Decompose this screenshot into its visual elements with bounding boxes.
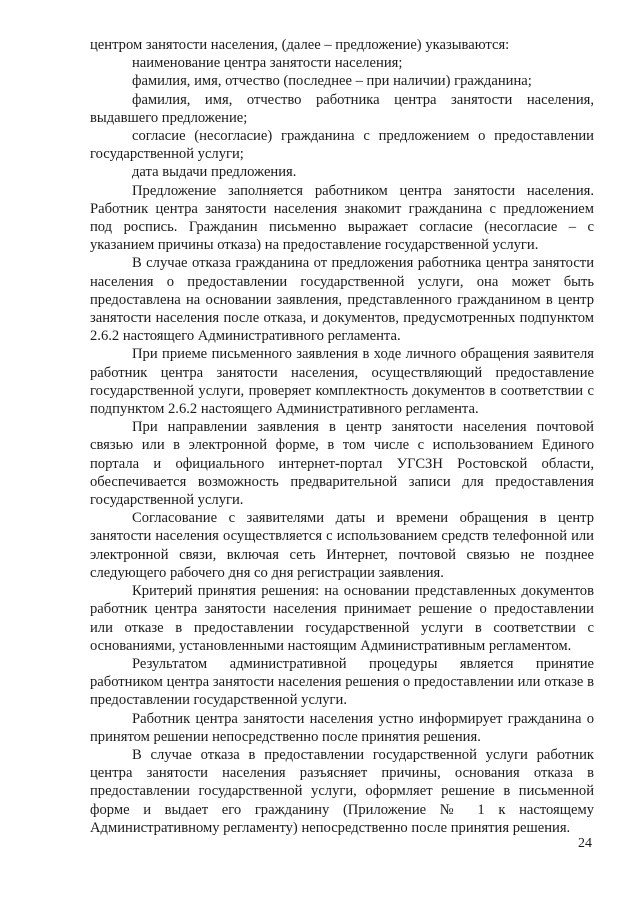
list-item-center-name: наименование центра занятости населения; (132, 55, 403, 72)
page-number: 24 (578, 836, 592, 851)
paragraph-proposal-filling: Предложение заполняется работником центра занятости населения. Работник центра занятости населения знакомит гражданина с предложением под роспись. Гражданин письменно выражает согласие (несогласие – с указанием причины отказа) на предоставление государственной услуги. (90, 182, 594, 254)
paragraph-written-application: При приеме письменного заявления в ходе личного обращения заявителя работник центра занятости населения, осуществляющий предоставление государственной услуги, проверяет комплектность документов в соответствии с подпунктом 2.6.2 настоящего Административного регламента. (90, 346, 594, 418)
document-page (90, 36, 594, 837)
list-item-worker-name: фамилия, имя, отчество работника центра занятости населения, выдавшего предложение; (90, 91, 594, 126)
list-item-issue-date: дата выдачи предложения. (132, 164, 297, 181)
list-item-citizen-name: фамилия, имя, отчество (последнее – при наличии) гражданина; (132, 73, 532, 90)
paragraph-postal-electronic: При направлении заявления в центр занятости населения почтовой связью или в электронной форме, в том числе с использованием Единого портала и официального интернет-портал УГСЗН Ростовской области, обеспечивается возможность предварительной записи для предоставления государственной услуги. (90, 419, 594, 509)
list-item-consent: согласие (несогласие) гражданина с предложением о предоставлении государственной услуги; (90, 128, 594, 163)
paragraph-continuation: центром занятости населения, (далее – предложение) указываются: (90, 37, 510, 53)
paragraph-procedure-result: Результатом административной процедуры является принятие работником центра занятости населения решения о предоставлении или отказе в предоставлении государственной услуги. (90, 655, 594, 709)
paragraph-refusal-case: В случае отказа гражданина от предложения работника центра занятости населения о предоставлении государственной услуги, она может быть предоставлена на основании заявления, представленного гражданином в центр занятости населения после отказа, и документов, предусмотренных подпунктом 2.6.2 настоящего Административного регламента. (90, 255, 594, 345)
paragraph-refusal-explanation: В случае отказа в предоставлении государственной услуги работник центра занятости населения разъясняет причины, основания отказа в предоставлении государственной услуги, оформляет решение в письменной форме и выдает его гражданину (Приложение № 1 к настоящему Административному регламенту) непосредственно после принятия решения. (90, 746, 594, 836)
paragraph-decision-criterion: Критерий принятия решения: на основании представленных документов работник центра занятости населения принимает решение о предоставлении или отказе в предоставлении государственной услуги в соответствии с основаниями, установленными настоящим Административным регламентом. (90, 583, 594, 654)
paragraph-scheduling: Согласование с заявителями даты и времени обращения в центр занятости населения осуществляется с использованием средств телефонной или электронной связи, включая сеть Интернет, почтовой связью не позднее следующего рабочего дня со дня регистрации заявления. (90, 510, 594, 581)
paragraph-oral-notice: Работник центра занятости населения устно информирует гражданина о принятом решении непосредственно после принятия решения. (90, 710, 594, 745)
